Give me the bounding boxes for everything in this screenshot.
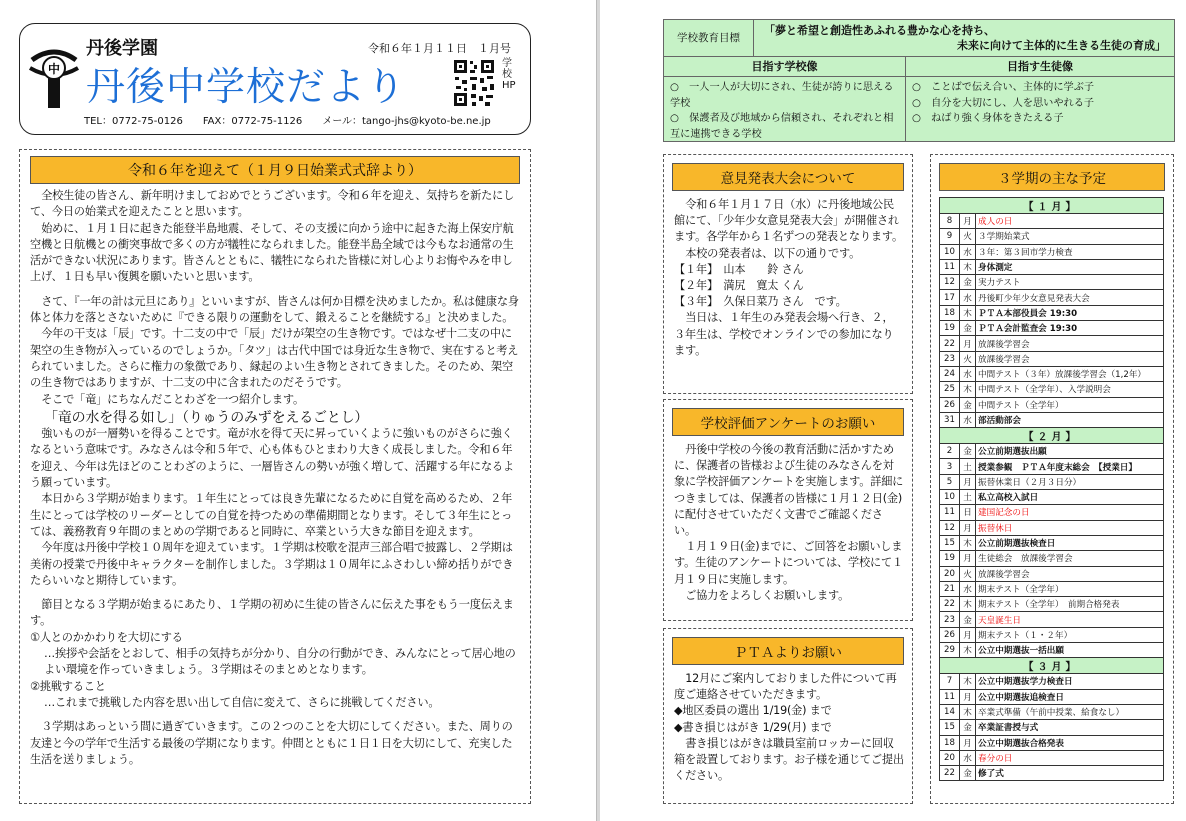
school-goals-table [663, 19, 1175, 142]
schedule-weekday: 木 [960, 704, 976, 719]
schedule-weekday: 木 [960, 643, 976, 658]
list-item: ◆地区委員の選出 1/19(金) まで [674, 704, 832, 718]
schedule-row [940, 612, 1164, 627]
schedule-day: 26 [940, 397, 960, 412]
schedule-weekday: 金 [960, 612, 976, 627]
article-paragraph: 節目となる３学期が始まるにあたり、１学期の初めに生徒の皆さんに伝えた事をもう一度伝えます。 [30, 598, 514, 628]
schedule-month-row [940, 428, 1164, 444]
article-paragraph: ３学期はあっという間に過ぎていきます。この２つのことを大切にしてください。また、周りの友達と今の学年で生活する最後の学期になります。仲間とともに１日１日を大切にして、充実した生活を送りましょう。 [30, 720, 513, 766]
schedule-event: 生徒総会 放課後学習会 [976, 551, 1164, 566]
schedule-weekday: 月 [960, 474, 976, 489]
schedule-day: 20 [940, 750, 960, 765]
article-paragraph: 今年度は丹後中学校１０周年を迎えています。１学期は校歌を混声三部合唱で披露し、２学期は美術の授業で丹後中キャラクターを制作しました。３学期は１０周年にふさわしい締め括りができたらいいなと期待しています。 [30, 541, 514, 587]
school-aim-heading: 目指す学校像 [664, 57, 905, 77]
schedule-row [940, 474, 1164, 489]
school-logo [28, 38, 80, 108]
schedule-event: 公立中期選抜一括出願 [976, 643, 1164, 658]
schedule-weekday: 金 [960, 720, 976, 735]
article-paragraph: さて、『一年の計は元旦にあり』といいますが、皆さんは何か目標を決めましたか。私は健康な身体と体力を落とさないために『できる限りの運動をして、鍛えることを継続する』と決めました。 [30, 294, 519, 325]
schedule-month-row [940, 658, 1164, 674]
schedule-day: 2 [940, 444, 960, 459]
list-item-heading: ②挑戦すること [30, 679, 106, 693]
schedule-row [940, 750, 1164, 765]
schedule-day: 29 [940, 643, 960, 658]
schedule-event: 期末テスト（全学年） 前期合格発表 [976, 597, 1164, 612]
schedule-weekday: 火 [960, 566, 976, 581]
article-paragraph: 本日から３学期が始まります。１年生にとっては良き先輩になるために自覚を高めるため、２年生にとっては学校のリーダーとしての自覚を持つための準備期間となります。そして３年生にとっては、義務教育９年間のまとめの学期であると同時に、卒業という大きな節目を迎えます。 [30, 492, 513, 538]
schedule-event: 卒業式準備（午前中授業、給食なし） [976, 704, 1164, 719]
student-aim-list [906, 77, 1174, 141]
schedule-row [940, 490, 1164, 505]
schedule-event: 放課後学習会 [976, 336, 1164, 351]
section-title: 意見発表大会について [672, 163, 904, 191]
schedule-row [940, 397, 1164, 412]
schedule-day: 15 [940, 535, 960, 550]
schedule-weekday: 水 [960, 244, 976, 259]
schedule-event: ３学期始業式 [976, 229, 1164, 244]
article-paragraph: 今年の干支は「辰」です。十二支の中で「辰」だけが架空の生き物です。ではなぜ十二支の中に架空の生き物が入っているのでしょうか。「タツ」は古代中国では身近な生き物で、実在すると考えられていました。さらに権力の象徴であり、縁起のよい生き物とされてきました。そのため、架空の生き物ではありますが、十二支の中に含まれたのだそうです。 [30, 327, 519, 390]
speech-contest-section [663, 154, 913, 394]
schedule-row [940, 412, 1164, 427]
schedule-event: ＰＴＡ本部役員会 19:30 [976, 305, 1164, 320]
schedule-weekday: 金 [960, 766, 976, 781]
goals-text [764, 23, 1166, 53]
schedule-event: 期末テスト（１・２年） [976, 627, 1164, 642]
list-item: 【１年】 山本 鈴 さん [674, 262, 804, 276]
schedule-event: 中間テスト（全学年）、入学説明会 [976, 382, 1164, 397]
schedule-day: 24 [940, 366, 960, 381]
schedule-weekday: 木 [960, 597, 976, 612]
schedule-row [940, 766, 1164, 781]
pta-section [663, 628, 913, 804]
schedule-event: 公立中期選抜合格発表 [976, 735, 1164, 750]
schedule-event: 中間テスト（全学年） [976, 397, 1164, 412]
schedule-day: 11 [940, 505, 960, 520]
logo-char: 中 [47, 62, 61, 76]
schedule-weekday: 土 [960, 490, 976, 505]
schedule-row [940, 535, 1164, 550]
section-paragraph: １月１９日(金)までに、ご回答をお願いします。生徒のアンケートについては、学校にて１月１９日に実施します。 [674, 540, 903, 586]
schedule-day: 20 [940, 566, 960, 581]
section-paragraph: 令和６年１月１７日（水）に丹後地域公民館にて、「少年少女意見発表大会」が開催されます。各学年から１名ずつの発表となります。 [674, 198, 903, 244]
schedule-row [940, 336, 1164, 351]
schedule-event: ３年：第３回市学力検査 [976, 244, 1164, 259]
schedule-row [940, 321, 1164, 336]
schedule-weekday: 月 [960, 627, 976, 642]
schedule-event: 天皇誕生日 [976, 612, 1164, 627]
schedule-day: 19 [940, 321, 960, 336]
newsletter-title: 丹後中学校だより [86, 65, 407, 110]
school-aim-list [664, 77, 905, 141]
schedule-row [940, 244, 1164, 259]
schedule-weekday: 月 [960, 689, 976, 704]
schedule-event: ＰＴＡ会計監査会 19:30 [976, 321, 1164, 336]
month-label: 【１月】 [940, 198, 1164, 214]
schedule-row [940, 229, 1164, 244]
schedule-weekday: 金 [960, 321, 976, 336]
list-item-heading: ①人とのかかわりを大切にする [30, 630, 183, 644]
schedule-day: 5 [940, 474, 960, 489]
list-item-text: …これまで挑戦した内容を思い出して自信に変えて、さらに挑戦してください。 [44, 695, 440, 709]
right-page [600, 0, 1186, 821]
schedule-day: 22 [940, 766, 960, 781]
schedule-event: 公立前期選抜出願 [976, 444, 1164, 459]
schedule-event: 修了式 [976, 766, 1164, 781]
schedule-day: 3 [940, 459, 960, 474]
schedule-row [940, 351, 1164, 366]
list-item: ○ ことばで伝え合い、主体的に学ぶ子 [912, 82, 1095, 93]
list-item: ○ 保護者及び地域から信頼され、それぞれと相互に連携できる学校 [670, 113, 894, 140]
contact-info: TEL：0772-75-0126 FAX：0772-75-1126 メール：tango-jhs@kyoto-be.ne.jp [84, 116, 491, 127]
schedule-day: 9 [940, 229, 960, 244]
section-title: ＰＴＡよりお願い [672, 637, 904, 665]
schedule-row [940, 735, 1164, 750]
list-item: ○ 自分を大切にし、人を思いやれる子 [912, 97, 1095, 109]
schedule-row [940, 674, 1164, 689]
list-item: ○ 一人一人が大切にされ、生徒が誇りに思える学校 [670, 82, 894, 109]
schedule-event: 振替休日 [976, 520, 1164, 535]
schedule-day: 23 [940, 612, 960, 627]
schedule-weekday: 金 [960, 444, 976, 459]
schedule-event: 成人の日 [976, 214, 1164, 229]
school-hp-label: 学校HP [502, 58, 516, 91]
schedule-weekday: 金 [960, 275, 976, 290]
schedule-weekday: 木 [960, 535, 976, 550]
schedule-weekday: 火 [960, 351, 976, 366]
schedule-weekday: 木 [960, 259, 976, 274]
masthead [19, 23, 531, 135]
schedule-day: 10 [940, 244, 960, 259]
article-paragraph: 強いものが一層勢いを得ることです。竜が水を得て天に昇っていくように強いものがさらに強くなるという意味です。みなさんは令和５年で、心も体もひとまわり大きく成長しました。令和６年を迎え、今年は先ほどのことわざのように、一層皆さんの勢いが強く増して、活躍する年になるよう願っています。 [30, 427, 514, 490]
schedule-event: 振替休業日（２月３日分） [976, 474, 1164, 489]
schedule-day: 25 [940, 382, 960, 397]
schedule-section [930, 154, 1174, 804]
new-year-article [19, 149, 531, 804]
schedule-weekday: 木 [960, 674, 976, 689]
schedule-row [940, 505, 1164, 520]
schedule-day: 21 [940, 581, 960, 596]
schedule-weekday: 水 [960, 366, 976, 381]
schedule-weekday: 月 [960, 214, 976, 229]
schedule-weekday: 月 [960, 520, 976, 535]
section-paragraph: 書き損じはがきは職員室前ロッカーに回収箱を設置しております。お子様を通じてご提出ください。 [674, 736, 904, 783]
schedule-weekday: 木 [960, 382, 976, 397]
schedule-day: 14 [940, 704, 960, 719]
list-item-text: …挨拶や会話をとおして、相手の気持ちが分かり、自分の行動ができ、みんなにとって居心地のよい環境を作っていきましょう。３学期はそのまとめとなります。 [44, 647, 516, 677]
schedule-row [940, 366, 1164, 381]
issue-date: 令和６年１月１１日 １月号 [368, 42, 511, 55]
schedule-row [940, 214, 1164, 229]
schedule-event: 公立中期選抜追検査日 [976, 689, 1164, 704]
schedule-row [940, 551, 1164, 566]
section-paragraph: 当日は、１年生のみ発表会場へ行き、２，３年生は、学校でオンラインでの参加になります。 [674, 311, 894, 357]
schedule-weekday: 水 [960, 412, 976, 427]
section-title: 学校評価アンケートのお願い [672, 408, 904, 436]
schedule-month-row [940, 198, 1164, 214]
schedule-event: 部活動部会 [976, 412, 1164, 427]
schedule-day: 12 [940, 275, 960, 290]
list-item: ○ ねばり強く身体をきたえる子 [912, 113, 1064, 124]
schedule-day: 10 [940, 490, 960, 505]
schedule-event: 実力テスト [976, 275, 1164, 290]
schedule-row [940, 566, 1164, 581]
schedule-day: 19 [940, 551, 960, 566]
schedule-weekday: 木 [960, 305, 976, 320]
section-paragraph: 本校の発表者は、以下の通りです。 [685, 246, 861, 260]
schedule-row [940, 720, 1164, 735]
schedule-event: 丹後町少年少女意見発表大会 [976, 290, 1164, 305]
schedule-event: 放課後学習会 [976, 351, 1164, 366]
qr-code-icon[interactable] [452, 58, 496, 108]
schedule-day: 31 [940, 412, 960, 427]
article-title: 令和６年を迎えて（１月９日始業式式辞より） [30, 156, 520, 184]
schedule-weekday: 火 [960, 229, 976, 244]
schedule-row [940, 643, 1164, 658]
schedule-weekday: 水 [960, 290, 976, 305]
schedule-row [940, 305, 1164, 320]
schedule-day: 23 [940, 351, 960, 366]
schedule-weekday: 水 [960, 750, 976, 765]
schedule-day: 11 [940, 689, 960, 704]
school-group-name: 丹後学園 [86, 38, 158, 59]
article-paragraph: そこで「竜」にちなんだことわざを一つ紹介します。 [41, 392, 304, 406]
schedule-row [940, 581, 1164, 596]
goals-label: 学校教育目標 [664, 20, 754, 57]
schedule-weekday: 日 [960, 505, 976, 520]
article-paragraph: 全校生徒の皆さん、新年明けましておめでとうございます。令和６年を迎え、気持ちを新たにして、今日の始業式を迎えたことと思います。 [30, 189, 515, 219]
schedule-row [940, 704, 1164, 719]
list-item: 【３年】 久保日菜乃 さん です。 [674, 295, 847, 309]
schedule-event: 放課後学習会 [976, 566, 1164, 581]
schedule-day: 7 [940, 674, 960, 689]
schedule-day: 8 [940, 214, 960, 229]
schedule-row [940, 382, 1164, 397]
article-paragraph: 始めに、１月１日に起きた能登半島地震、そして、その支援に向かう途中に起きた海上保安庁航空機と日航機との衝突事故で多くの方が犠牲になられました。能登半島全域では今もなお通常の生活ができない状況にあります。皆さんとともに、犠牲になられた皆様に対し心よりお悔やみを申し上げ、１日も早い復興を願いたいと思います。 [30, 221, 514, 284]
schedule-weekday: 土 [960, 459, 976, 474]
schedule-day: 17 [940, 290, 960, 305]
schedule-event: 期末テスト（全学年） [976, 581, 1164, 596]
student-aim-heading: 目指す生徒像 [906, 57, 1174, 77]
schedule-row [940, 275, 1164, 290]
schedule-day: 22 [940, 336, 960, 351]
schedule-row [940, 627, 1164, 642]
schedule-weekday: 金 [960, 397, 976, 412]
schedule-day: 18 [940, 305, 960, 320]
section-paragraph: ご協力をよろしくお願いします。 [685, 588, 850, 602]
schedule-event: 公立前期選抜検査日 [976, 535, 1164, 550]
schedule-event: 身体測定 [976, 259, 1164, 274]
schedule-event: 授業参観 ＰＴＡ年度末総会 【授業日】 [976, 459, 1164, 474]
schedule-event: 私立高校入試日 [976, 490, 1164, 505]
goals-text-line: 「夢と希望と創造性あふれる豊かな心を持ち、 [764, 24, 995, 37]
schedule-event: 中間テスト（３年）放課後学習会（1,2年） [976, 366, 1164, 381]
schedule-day: 15 [940, 720, 960, 735]
schedule-row [940, 459, 1164, 474]
schedule-day: 11 [940, 259, 960, 274]
article-body [20, 188, 530, 768]
goals-text-line: 未来に向けて主体的に生きる生徒の育成」 [957, 39, 1166, 52]
schedule-event: 卒業証書授与式 [976, 720, 1164, 735]
section-title: ３学期の主な予定 [939, 163, 1165, 191]
list-item: 【２年】 満尻 寛太 くん [674, 279, 804, 293]
schedule-day: 22 [940, 597, 960, 612]
schedule-day: 18 [940, 735, 960, 750]
schedule-day: 12 [940, 520, 960, 535]
month-label: 【２月】 [940, 428, 1164, 444]
section-paragraph: 丹後中学校の今後の教育活動に活かすために、保護者の皆様および生徒のみなさんを対象に学校評価アンケートを実施します。詳細につきましては、保護者の皆様に１月１２日(金)に配付させていただく文書でご確認ください。 [674, 443, 904, 538]
schedule-row [940, 520, 1164, 535]
schedule-row [940, 597, 1164, 612]
section-paragraph: 12月にご案内しておりました件について再度ご連絡させていただきます。 [674, 672, 897, 702]
schedule-event: 春分の日 [976, 750, 1164, 765]
month-label: 【３月】 [940, 658, 1164, 674]
schedule-row [940, 259, 1164, 274]
schedule-event: 建国記念の日 [976, 505, 1164, 520]
schedule-row [940, 290, 1164, 305]
schedule-table [939, 197, 1164, 781]
schedule-row [940, 444, 1164, 459]
schedule-weekday: 水 [960, 581, 976, 596]
schedule-weekday: 月 [960, 336, 976, 351]
list-item: ◆書き損じはがき 1/29(月) まで [674, 720, 832, 734]
proverb: 「竜の水を得る如し」（りゅうのみずをえるごとし） [44, 409, 369, 426]
schedule-row [940, 689, 1164, 704]
schedule-event: 公立中期選抜学力検査日 [976, 674, 1164, 689]
schedule-day: 26 [940, 627, 960, 642]
schedule-weekday: 月 [960, 735, 976, 750]
survey-section [663, 399, 913, 621]
schedule-weekday: 月 [960, 551, 976, 566]
